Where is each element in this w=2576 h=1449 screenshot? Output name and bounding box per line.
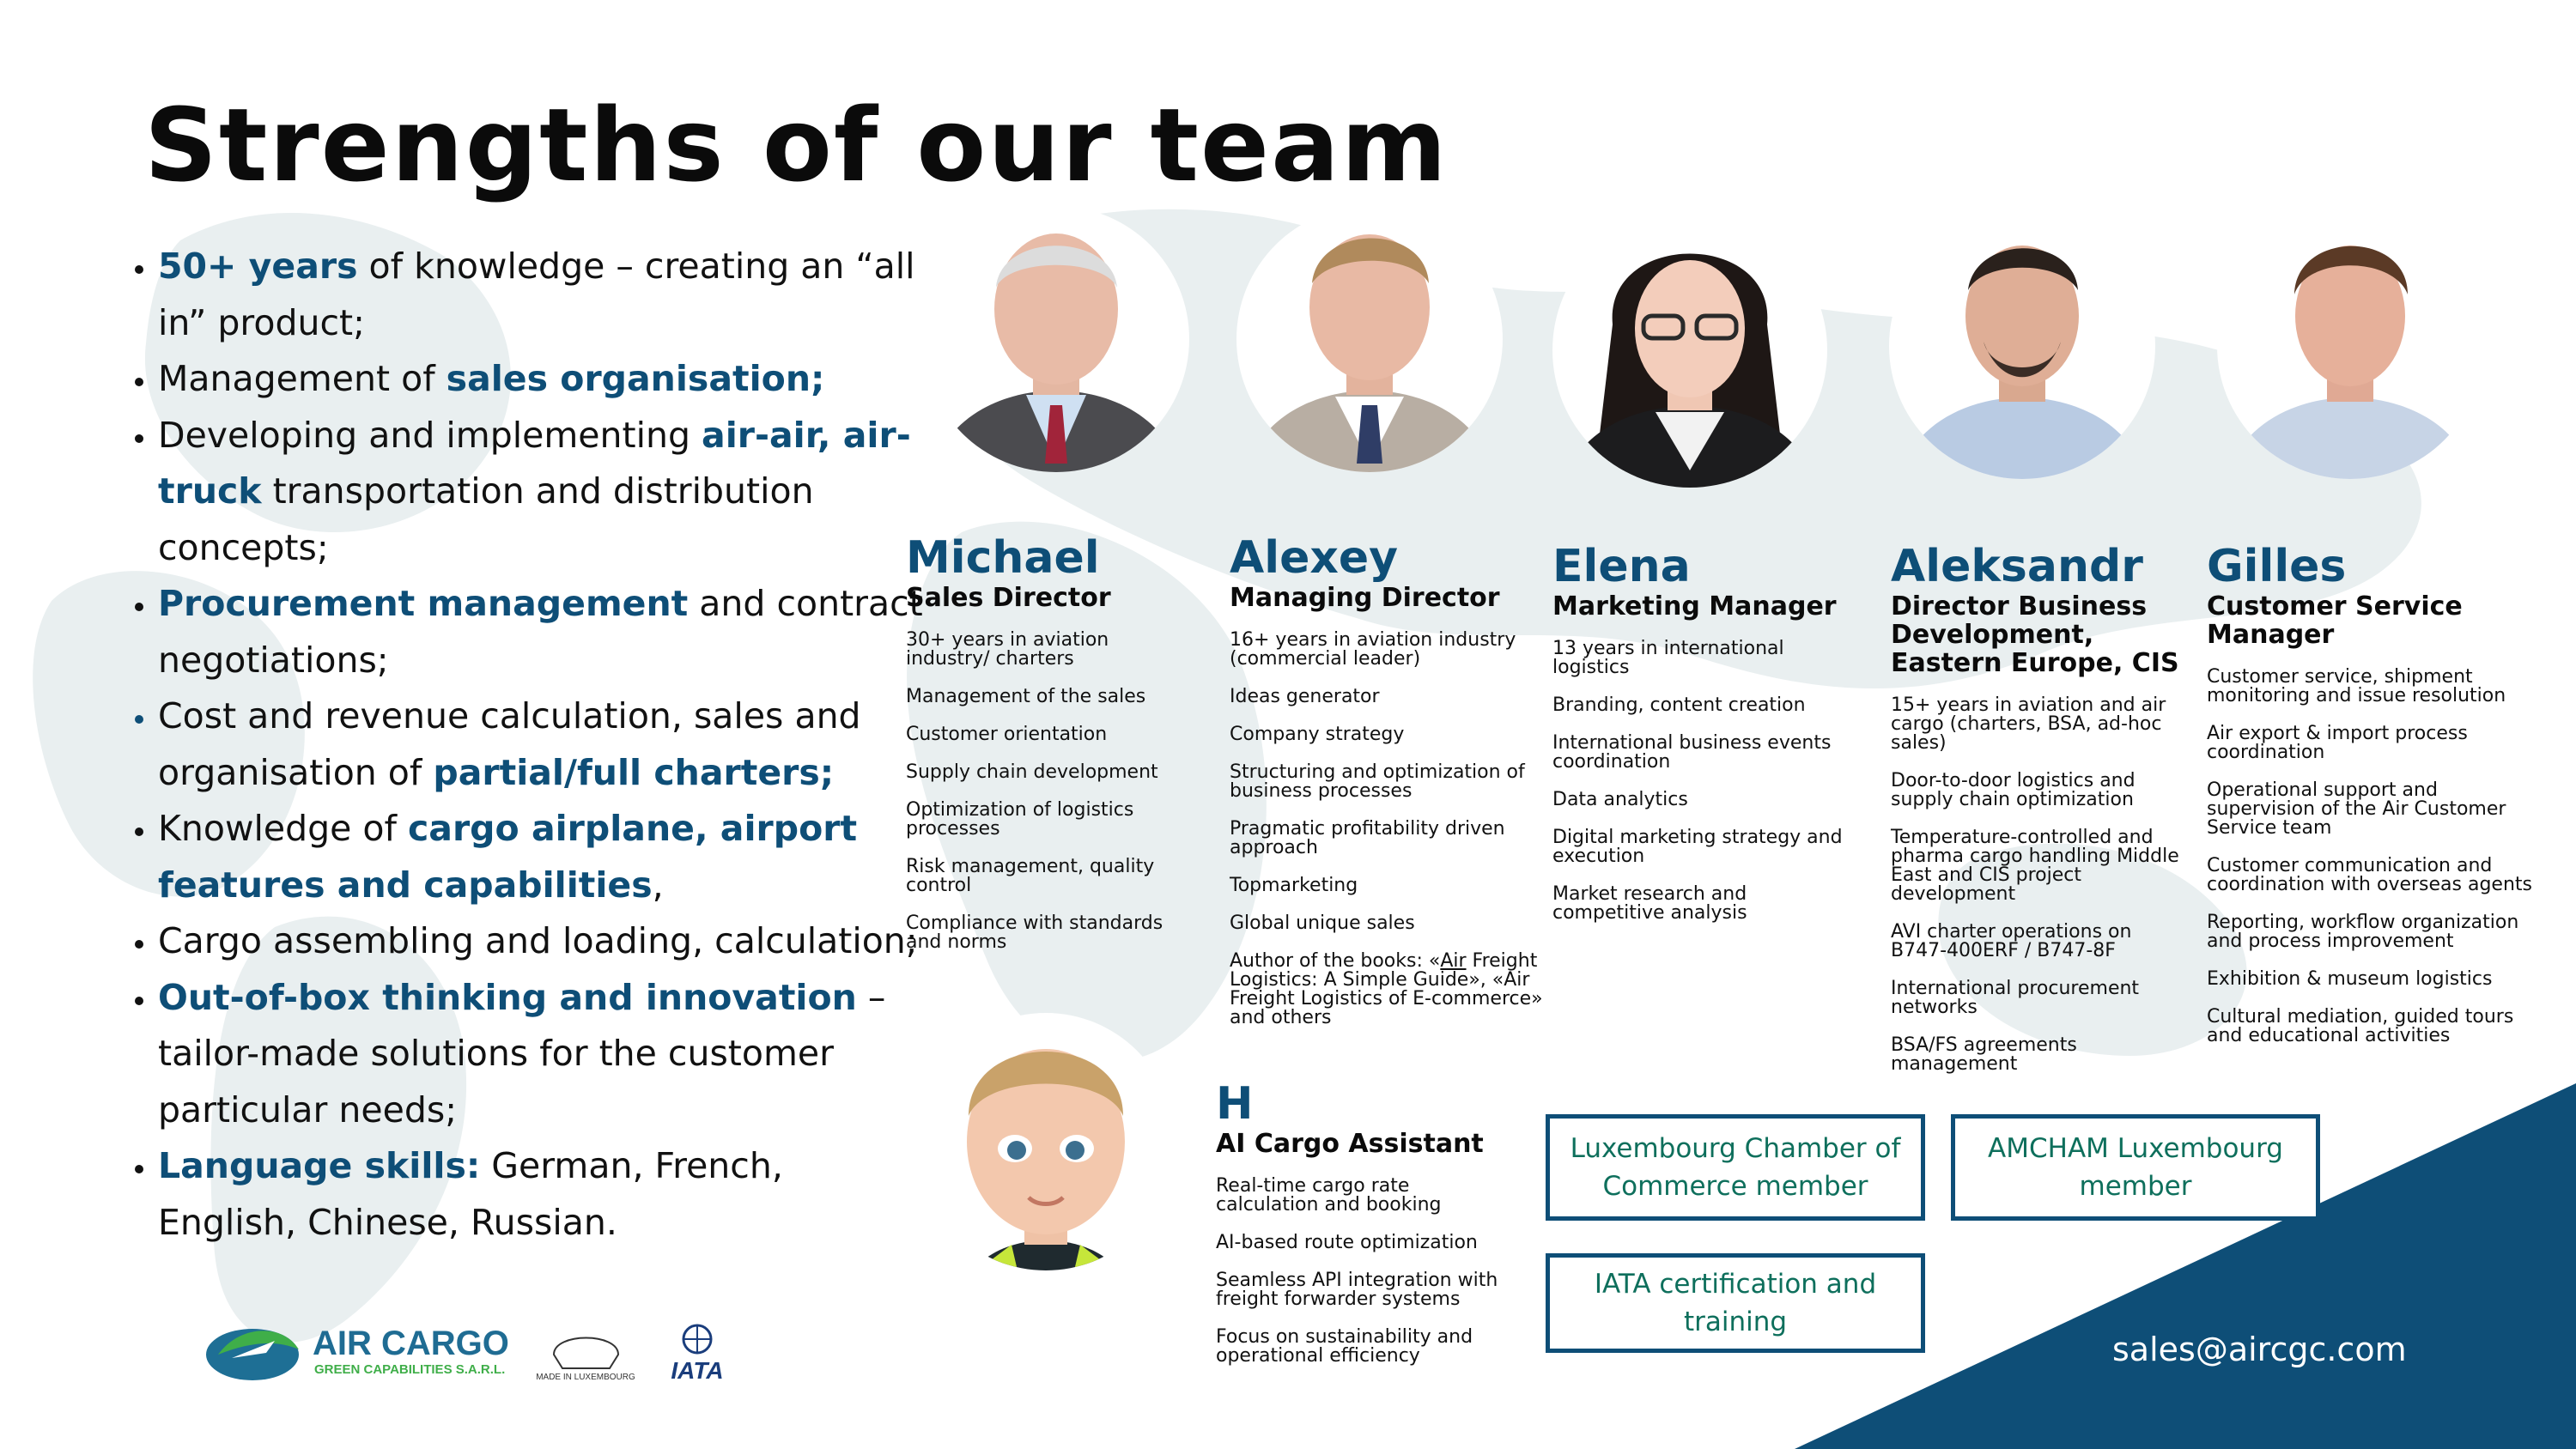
logos-row — [206, 1315, 756, 1396]
skill-item: Structuring and optimization of business processes — [1230, 761, 1525, 802]
chamber-of-commerce-badge: Luxembourg Chamber of Commerce member — [1546, 1114, 1925, 1221]
strength-item: • Cost and revenue calculation, sales and organisation of partial/full charters; — [158, 688, 931, 801]
team-card-elena — [1552, 543, 1844, 942]
skill-item: Exhibition & museum logistics — [2207, 968, 2493, 990]
skill-item: Door-to-door logistics and supply chain optimization — [1891, 770, 2136, 810]
assistant-skills — [1216, 1177, 1508, 1366]
strengths-list — [120, 239, 931, 1251]
skill-item: International procurement networks — [1891, 978, 2140, 1018]
skill-item: Data analytics — [1552, 789, 1688, 810]
strength-item: • Knowledge of cargo airplane, airport features and capabilities, — [158, 801, 931, 913]
skill-item: Focus on sustainability and operational efficiency — [1216, 1326, 1473, 1367]
team-card-aleksandr — [1891, 543, 2183, 1093]
skill-item: Ideas generator — [1230, 686, 1380, 707]
books-item: Author of the books: «Air Freight Logistics: A Simple Guide», «Air Freight Logistics of E-commerce» and others — [1230, 950, 1543, 1028]
skill-item: Supply chain development — [906, 761, 1158, 783]
member-skills — [1230, 631, 1547, 1028]
skill-item: Branding, content creation — [1552, 694, 1806, 716]
skill-item: AVI charter operations on B747-400ERF / B747-8F — [1891, 921, 2132, 961]
member-role: Customer Service Manager — [2207, 591, 2463, 650]
aleksandr-photo — [1889, 213, 2155, 479]
amcham-badge: AMCHAM Luxembourg member — [1951, 1114, 2320, 1221]
team-card-gilles — [2207, 543, 2533, 1064]
skill-item: Risk management, quality control — [906, 856, 1155, 896]
ai-assistant-card — [1216, 1080, 1508, 1385]
skill-item: Optimization of logistics processes — [906, 799, 1134, 840]
skill-item: AI-based route optimization — [1216, 1232, 1478, 1253]
team-card-alexey — [1230, 534, 1547, 1046]
member-name: Gilles — [2207, 541, 2347, 592]
skill-item: Management of the sales — [906, 686, 1146, 707]
skill-item: BSA/FS agreements management — [1891, 1034, 2077, 1075]
member-role: Sales Director — [906, 583, 1111, 613]
strength-item: • Procurement management and contract negotiations; — [158, 576, 931, 688]
skill-item: 16+ years in aviation industry (commercial leader) — [1230, 629, 1516, 670]
member-skills — [2207, 668, 2533, 1046]
page-title: Strengths of our team — [144, 86, 1449, 204]
ai-assistant-avatar — [943, 1013, 1149, 1319]
skill-item: 15+ years in aviation and air cargo (charters, BSA, ad-hoc sales) — [1891, 694, 2166, 754]
member-role: Marketing Manager — [1552, 591, 1837, 621]
team-card-michael — [906, 534, 1198, 971]
skill-item: Customer communication and coordination with overseas agents — [2207, 855, 2532, 895]
skill-item: Compliance with standards and norms — [906, 912, 1163, 953]
alexey-photo — [1236, 206, 1503, 472]
skill-item: Customer orientation — [906, 724, 1108, 745]
skill-item: Temperature-controlled and pharma cargo handling Middle East and CIS project development — [1891, 827, 2179, 905]
company-name: AIR CARGO — [313, 1325, 509, 1362]
skill-item: Real-time cargo rate calculation and booking — [1216, 1175, 1442, 1216]
skill-item: International business events coordination — [1552, 732, 1832, 773]
assistant-role: AI Cargo Assistant — [1216, 1129, 1484, 1159]
svg-text:IATA: IATA — [671, 1357, 724, 1384]
iata-certification-badge: IATA certification and training — [1546, 1253, 1925, 1353]
contact-email[interactable]: sales@aircgc.com — [2112, 1331, 2407, 1368]
strength-item: • Out-of-box thinking and innovation – tailor-made solutions for the customer particular needs; — [158, 970, 931, 1139]
made-in-luxembourg-seal — [536, 1338, 635, 1383]
skill-item: Customer service, shipment monitoring and issue resolution — [2207, 666, 2506, 706]
skill-item: Cultural mediation, guided tours and educational activities — [2207, 1006, 2514, 1046]
member-skills — [1552, 640, 1844, 923]
skill-item: Pragmatic profitability driven approach — [1230, 818, 1505, 858]
assistant-name: H — [1216, 1078, 1254, 1130]
iata-logo — [671, 1325, 723, 1384]
skill-item: Global unique sales — [1230, 912, 1415, 934]
member-skills — [906, 631, 1198, 952]
michael-photo — [923, 206, 1189, 472]
skill-item: Seamless API integration with freight forwarder systems — [1216, 1270, 1498, 1310]
skill-item: Topmarketing — [1230, 875, 1358, 896]
strength-item: • Management of sales organisation; — [158, 351, 931, 408]
member-name: Michael — [906, 532, 1100, 584]
member-name: Aleksandr — [1891, 541, 2143, 592]
svg-text:MADE IN LUXEMBOURG: MADE IN LUXEMBOURG — [536, 1373, 635, 1382]
skill-item: Company strategy — [1230, 724, 1405, 745]
strength-item: • 50+ years of knowledge – creating an “all in” product; — [158, 239, 931, 351]
elena-photo — [1552, 213, 1827, 488]
skill-item: 13 years in international logistics — [1552, 638, 1784, 678]
member-name: Alexey — [1230, 532, 1399, 584]
book-link[interactable]: Air — [1440, 950, 1467, 972]
strength-item: • Language skills: German, French, English, Chinese, Russian. — [158, 1138, 931, 1251]
strength-item: • Cargo assembling and loading, calculation; — [158, 913, 931, 970]
skill-item: Operational support and supervision of the Air Customer Service team — [2207, 779, 2506, 839]
member-role: Managing Director — [1230, 583, 1500, 613]
skill-item: Reporting, workflow organization and process improvement — [2207, 912, 2519, 952]
gilles-photo — [2217, 213, 2483, 479]
skill-item: 30+ years in aviation industry/ charters — [906, 629, 1109, 670]
member-role: Director Business Development, Eastern Europe, CIS — [1891, 591, 2179, 678]
skill-item: Air export & import process coordination — [2207, 723, 2468, 763]
skill-item: Market research and competitive analysis — [1552, 883, 1747, 924]
company-subtitle: GREEN CAPABILITIES S.A.R.L. — [314, 1362, 506, 1377]
member-name: Elena — [1552, 541, 1691, 592]
member-skills — [1891, 696, 2183, 1074]
skill-item: Digital marketing strategy and execution — [1552, 827, 1843, 867]
air-cargo-logo — [206, 1315, 756, 1392]
strength-item: • Developing and implementing air-air, air-truck transportation and distribution concepts; — [158, 408, 931, 577]
